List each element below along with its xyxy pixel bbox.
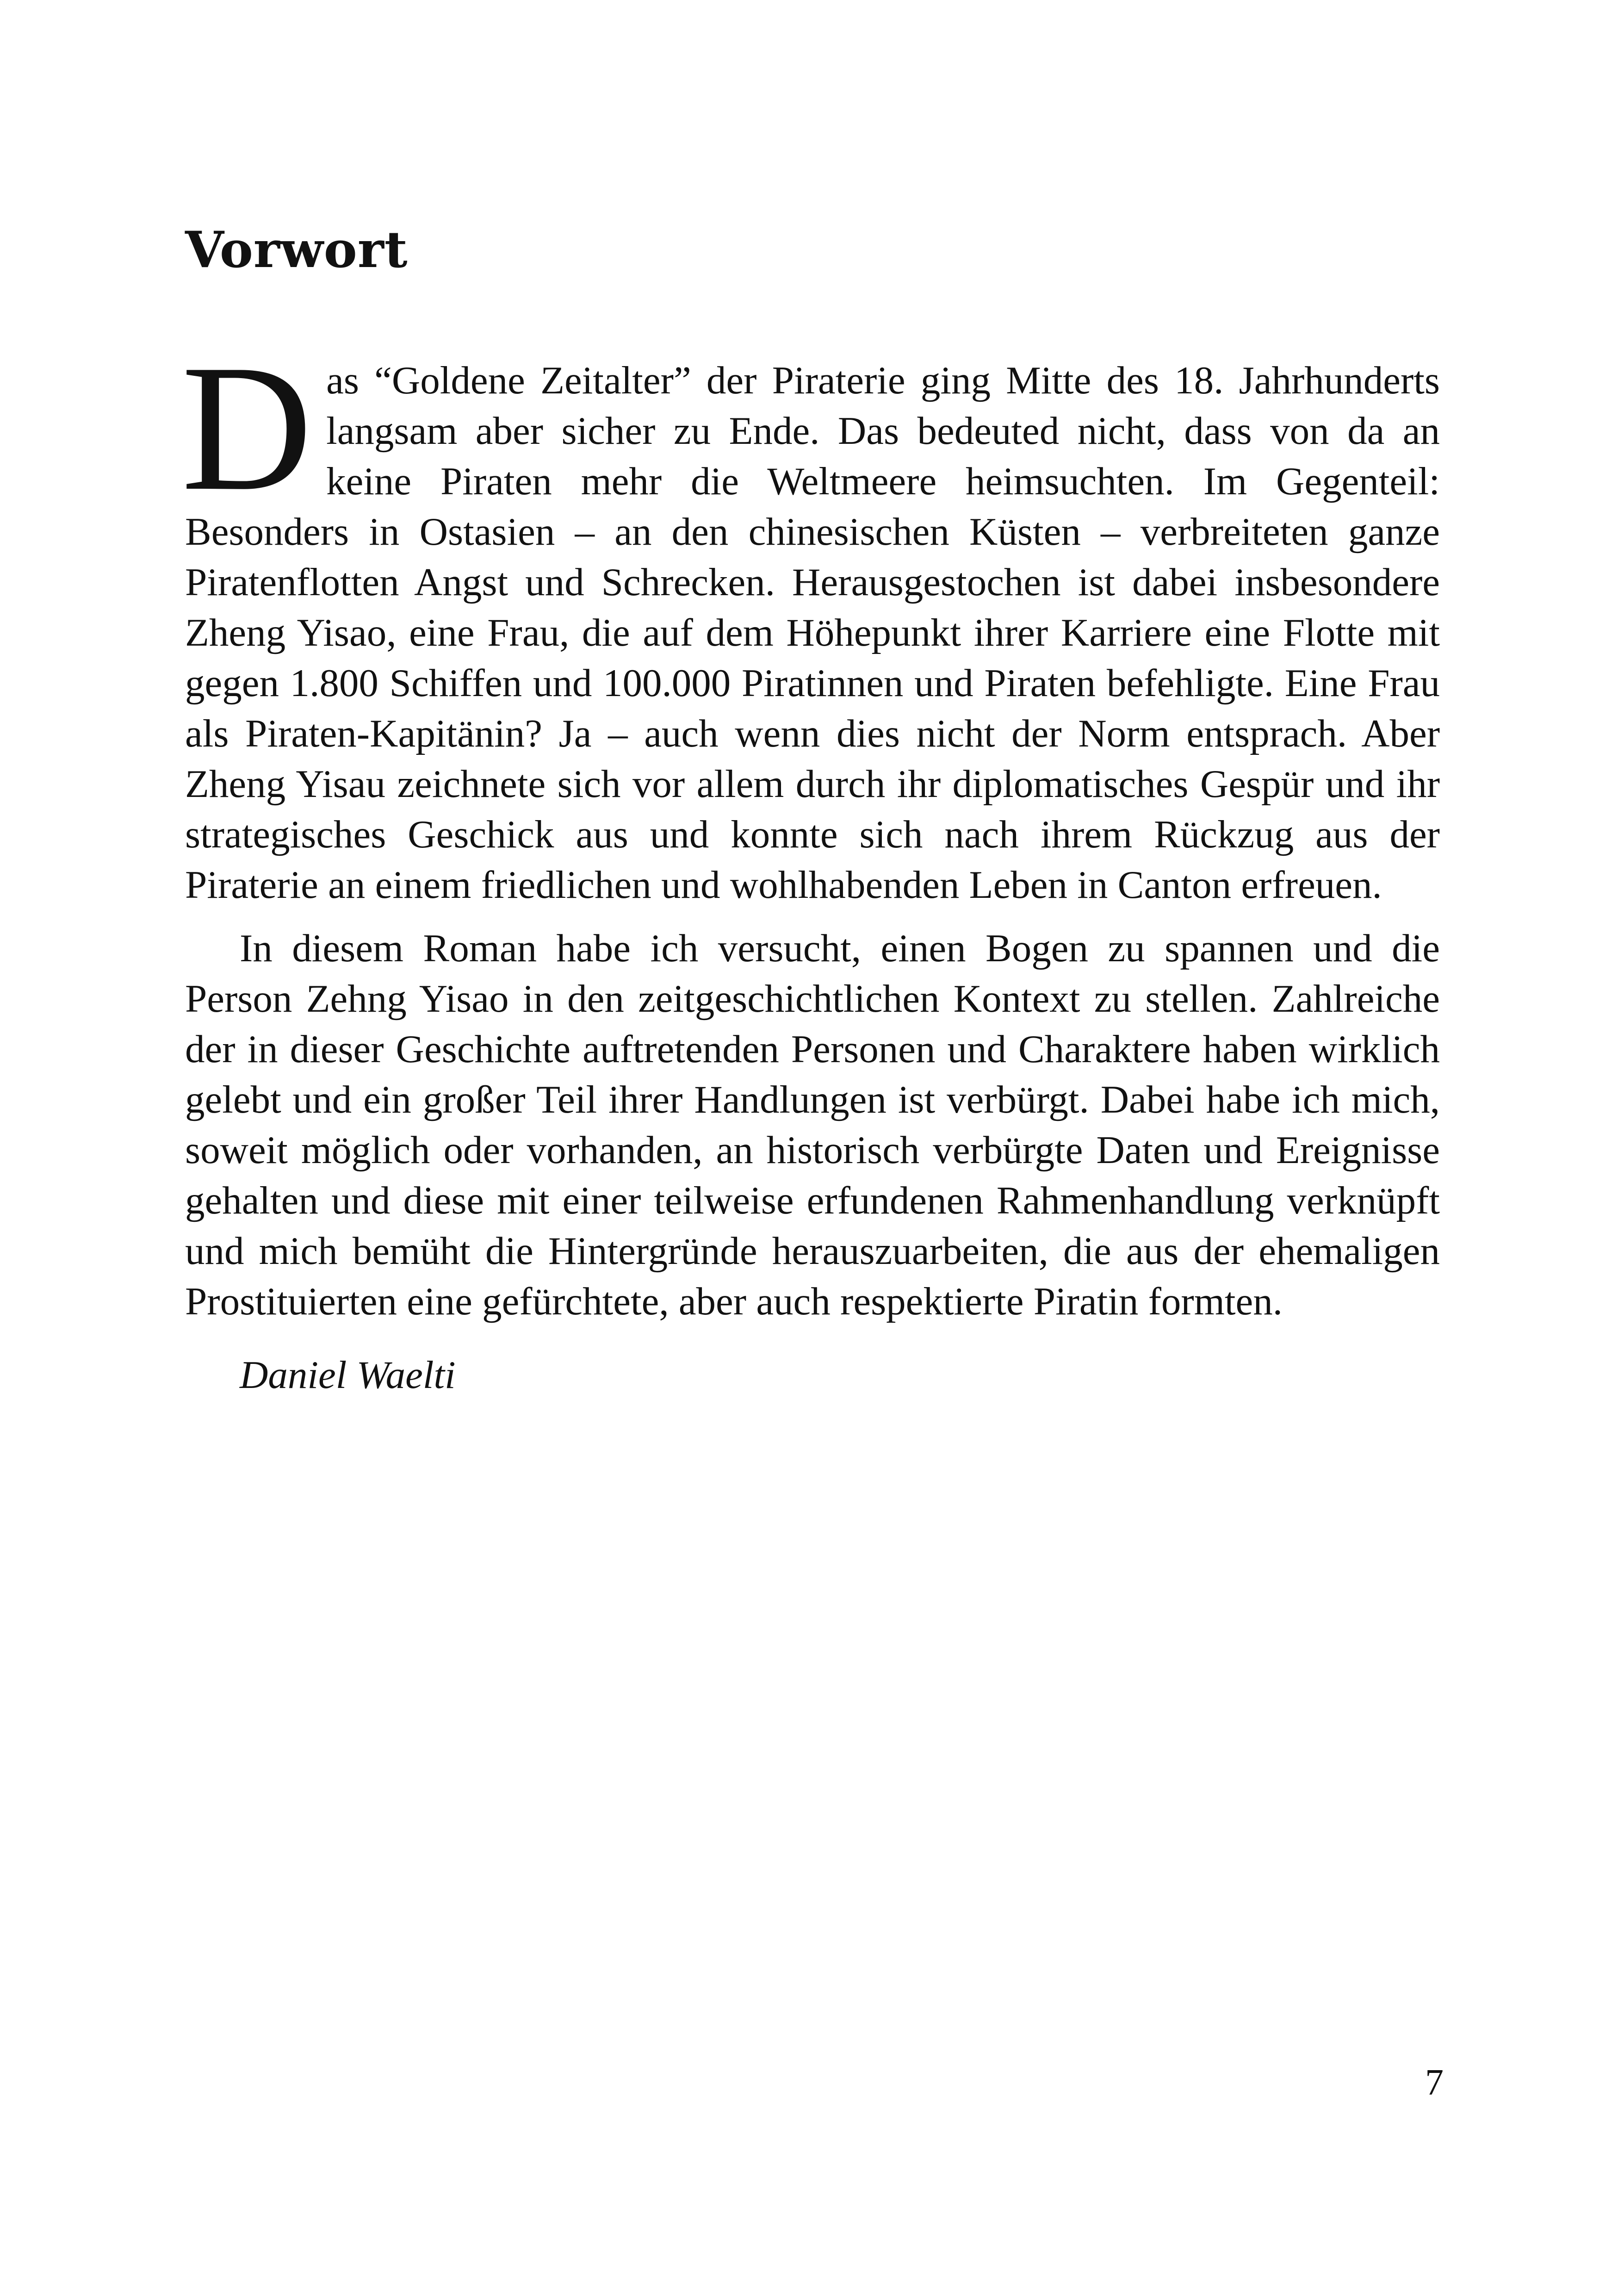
page-number: 7	[1425, 2062, 1444, 2103]
body-text	[181, 327, 1440, 1400]
drop-cap: D	[181, 327, 313, 528]
chapter-heading: Vorwort	[185, 221, 408, 279]
author-signature: Daniel Waelti	[240, 1353, 456, 1397]
paragraph-second: In diesem Roman habe ich versucht, einen Bogen zu spannen und die Person Zehng Yisao in den zeitgeschichtlichen Kontext zu stellen. Zahlreiche der in dieser Geschichte auftretenden Personen und Charaktere haben wirklich gelebt und ein großer Teil ihrer Handlungen ist verbürgt. Dabei habe ich mich, soweit möglich oder vorhanden, an historisch verbürgte Daten und Ereignisse gehalten und diese mit einer teilweise erfundenen Rahmenhandlung verknüpft und mich bemüht die Hintergründe herauszuarbeiten, die aus der ehemaligen Prostituierten eine gefürchtete, aber auch respektierte Piratin formten.	[185, 927, 1440, 1323]
paragraph-intro	[181, 327, 1440, 910]
paragraph-intro-text: as “Goldene Zeitalter” der Piraterie ging Mitte des 18. Jahrhunderts langsam aber sicher zu Ende. Das bedeuted nicht, dass von da an keine Piraten mehr die Weltmeere heimsuchten. Im Gegenteil: Besonders in Ostasien – an den chinesischen Küsten – verbreiteten ganze Piratenflotten Angst und Schrecken. Herausgestochen ist dabei insbesondere Zheng Yisao, eine Frau, die auf dem Höhepunkt ihrer Karriere eine Flotte mit gegen 1.800 Schiffen und 100.000 Piratinnen und Piraten befehligte. Eine Frau als Piraten-Kapitänin? Ja – auch wenn dies nicht der Norm entsprach. Aber Zheng Yisau zeichnete sich vor allem durch ihr diplomatisches Gespür und ihr strategisches Geschick aus und konnte sich nach ihrem Rückzug aus der Piraterie an einem friedlichen und wohlhabenden Leben in Canton erfreuen.	[185, 359, 1440, 907]
